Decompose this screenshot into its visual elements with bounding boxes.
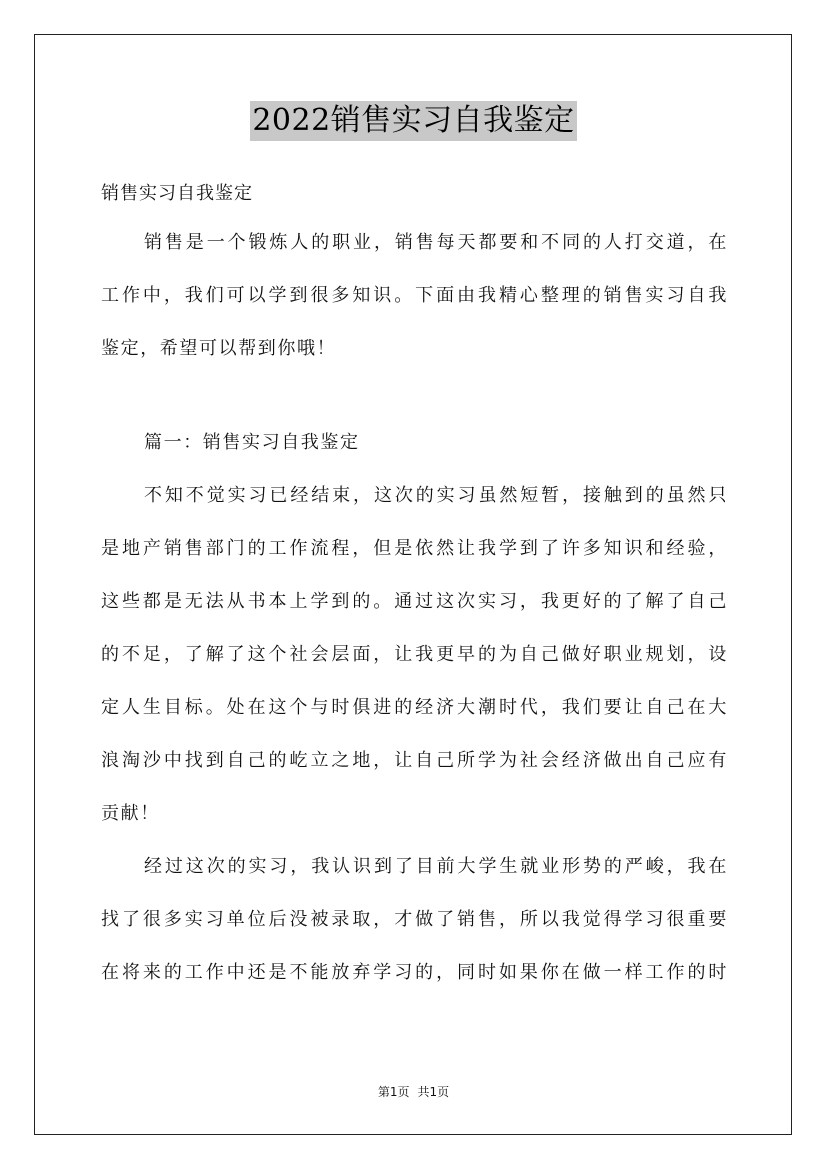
paragraph-line: 在将来的工作中还是不能放弃学习的，同时如果你在做一样工作的时 (101, 962, 728, 983)
page-number-total: 共1页 (417, 1085, 450, 1099)
blank-line (101, 375, 728, 416)
paragraph-line: 不知不觉实习已经结束，这次的实习虽然短暂，接触到的虽然只 (144, 485, 728, 506)
intro-line: 鉴定，希望可以帮到你哦！ (101, 338, 337, 359)
page-number-current: 第1页 (377, 1085, 410, 1099)
intro-paragraph (101, 216, 728, 375)
document-subtitle: 销售实习自我鉴定 (101, 183, 253, 204)
paragraph-line: 经过这次的实习，我认识到了目前大学生就业形势的严峻，我在 (144, 856, 728, 877)
paragraph-1 (101, 469, 728, 840)
intro-line: 工作中，我们可以学到很多知识。下面由我精心整理的销售实习自我 (101, 285, 728, 306)
section-heading: 篇一：销售实习自我鉴定 (144, 432, 360, 453)
paragraph-line: 是地产销售部门的工作流程，但是依然让我学到了许多知识和经验， (101, 538, 728, 559)
paragraph-line: 定人生目标。处在这个与时俱进的经济大潮时代，我们要让自己在大 (101, 697, 728, 718)
page-footer (0, 1082, 827, 1102)
document-title: 2022销售实习自我鉴定 (250, 101, 576, 141)
title-container (0, 101, 827, 141)
paragraph-line: 找了很多实习单位后没被录取，才做了销售，所以我觉得学习很重要 (101, 909, 728, 930)
paragraph-line: 贡献！ (101, 803, 160, 824)
paragraph-line: 这些都是无法从书本上学到的。通过这次实习，我更好的了解了自己 (101, 591, 728, 612)
intro-line: 销售是一个锻炼人的职业，销售每天都要和不同的人打交道，在 (144, 232, 728, 253)
paragraph-line: 的不足，了解了这个社会层面，让我更早的为自己做好职业规划，设 (101, 644, 728, 665)
paragraph-line: 浪淘沙中找到自己的屹立之地，让自己所学为社会经济做出自己应有 (101, 750, 728, 771)
document-body (101, 171, 728, 999)
paragraph-2 (101, 840, 728, 999)
